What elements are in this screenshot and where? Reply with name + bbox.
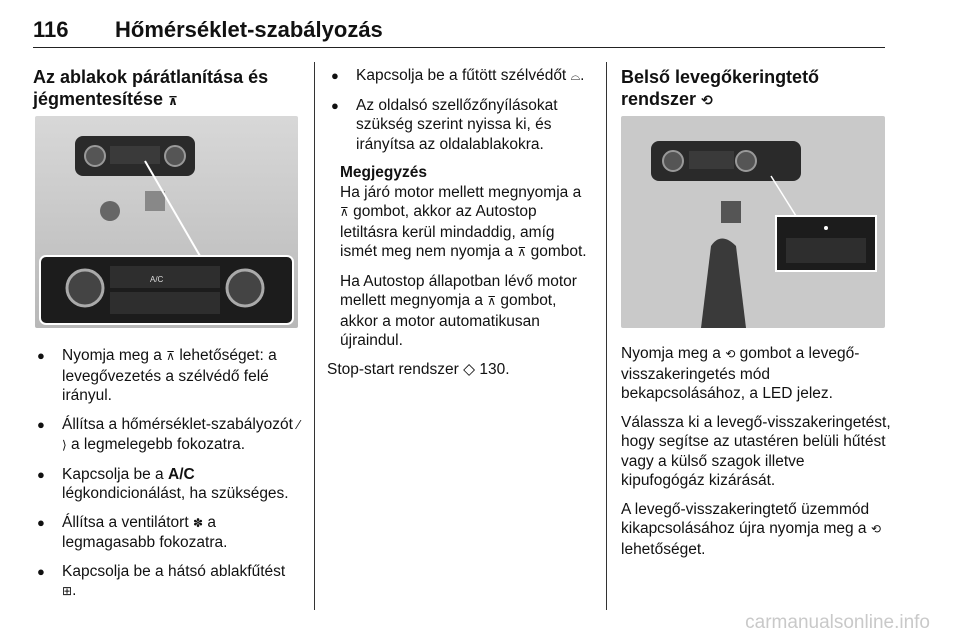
ac-button-label: A/C [150,275,164,284]
right-column [621,66,891,112]
page-reference-arrow-icon: ◇ [463,360,476,378]
page-number: 116 [33,17,69,42]
windscreen-defrost-icon: ⊼ [487,294,497,308]
windscreen-defrost-icon: ⊼ [168,94,178,108]
paragraph: A levegő-visszakeringtető üzemmód kikapcsolásához újra nyomja meg a ⟲ lehetőséget. [621,500,881,558]
recirculation-icon: ⟲ [701,93,713,109]
right-text [621,344,891,568]
list-item: ● Kapcsolja be a fűtött szélvédőt ⌓. [327,66,593,87]
fan-icon: ✽ [192,515,204,530]
list-item: ● Állítsa a ventilátort ✽ a legmagasabb fokozatra. [33,513,301,553]
column-divider [314,62,315,610]
list-item: ● Az oldalsó szellőzőnyílásokat szükség szerint nyissa ki, és irányítsa az oldalablakokra. [327,96,593,155]
note-paragraph: Ha Autostop állapotban lévő motor mellett megnyomja a ⊼ gombot, akkor a motor automatikusan újraindul. [340,272,577,349]
list-item: ● Kapcsolja be a A/C légkondicionálást, ha szükséges. [33,465,301,504]
windscreen-defrost-icon: ⊼ [517,245,527,259]
section-heading-defrost: Az ablakok párátlanítása és jégmentesítése ⊼ [33,67,269,109]
cross-reference[interactable]: Stop-start rendszer ◇ 130. [327,360,510,378]
list-item: ● Kapcsolja be a hátsó ablakfűtést ⊞. [33,562,301,602]
windscreen-defrost-icon: ⊼ [340,205,349,219]
paragraph: Válassza ki a levegő-visszakeringetést, hogy segítse az utastéren belüli hűtést vagy a külső szagok illetve kipufogógáz kizárását. [621,413,891,489]
page-title: Hőmérséklet-szabályozás [115,17,383,42]
recirculation-controls-photo [621,116,885,328]
list-item: ● Nyomja meg a ⊼ lehetőséget: a levegővezetés a szélvédő felé irányul. [33,346,301,406]
middle-column [327,66,593,388]
windscreen-defrost-icon: ⊼ [166,349,176,363]
left-instructions [33,346,301,611]
note-title: Megjegyzés [340,164,428,181]
recirculation-icon: ⟲ [870,522,881,536]
paragraph: Nyomja meg a ⟲ gombot a levegő-visszakeringetés mód bekapcsolásához, a LED jelez. [621,345,860,402]
heated-windscreen-icon: ⌓ [570,69,581,83]
rear-window-heating-icon: ⊞ [62,584,73,598]
page-header [33,17,885,48]
left-column [33,66,301,112]
section-heading-recirculation: Belső levegőkeringtető rendszer ⟲ [621,67,820,109]
watermark: carmanualsonline.info [745,612,930,633]
temperature-control-icon: ⁄ ⟩ [62,417,300,452]
defrost-controls-photo [35,116,298,328]
recirculation-icon: ⟲ [725,347,736,361]
column-divider [606,62,607,610]
list-item: ● Állítsa a hőmérséklet-szabályozót ⁄ ⟩ a legmelegebb fokozatra. [33,415,301,456]
note-paragraph: Ha járó motor mellett megnyomja a ⊼ gombot, akkor az Autostop letiltásra kerül mindaddig, amíg ismét meg nem nyomja a ⊼ gombot. [340,183,587,260]
